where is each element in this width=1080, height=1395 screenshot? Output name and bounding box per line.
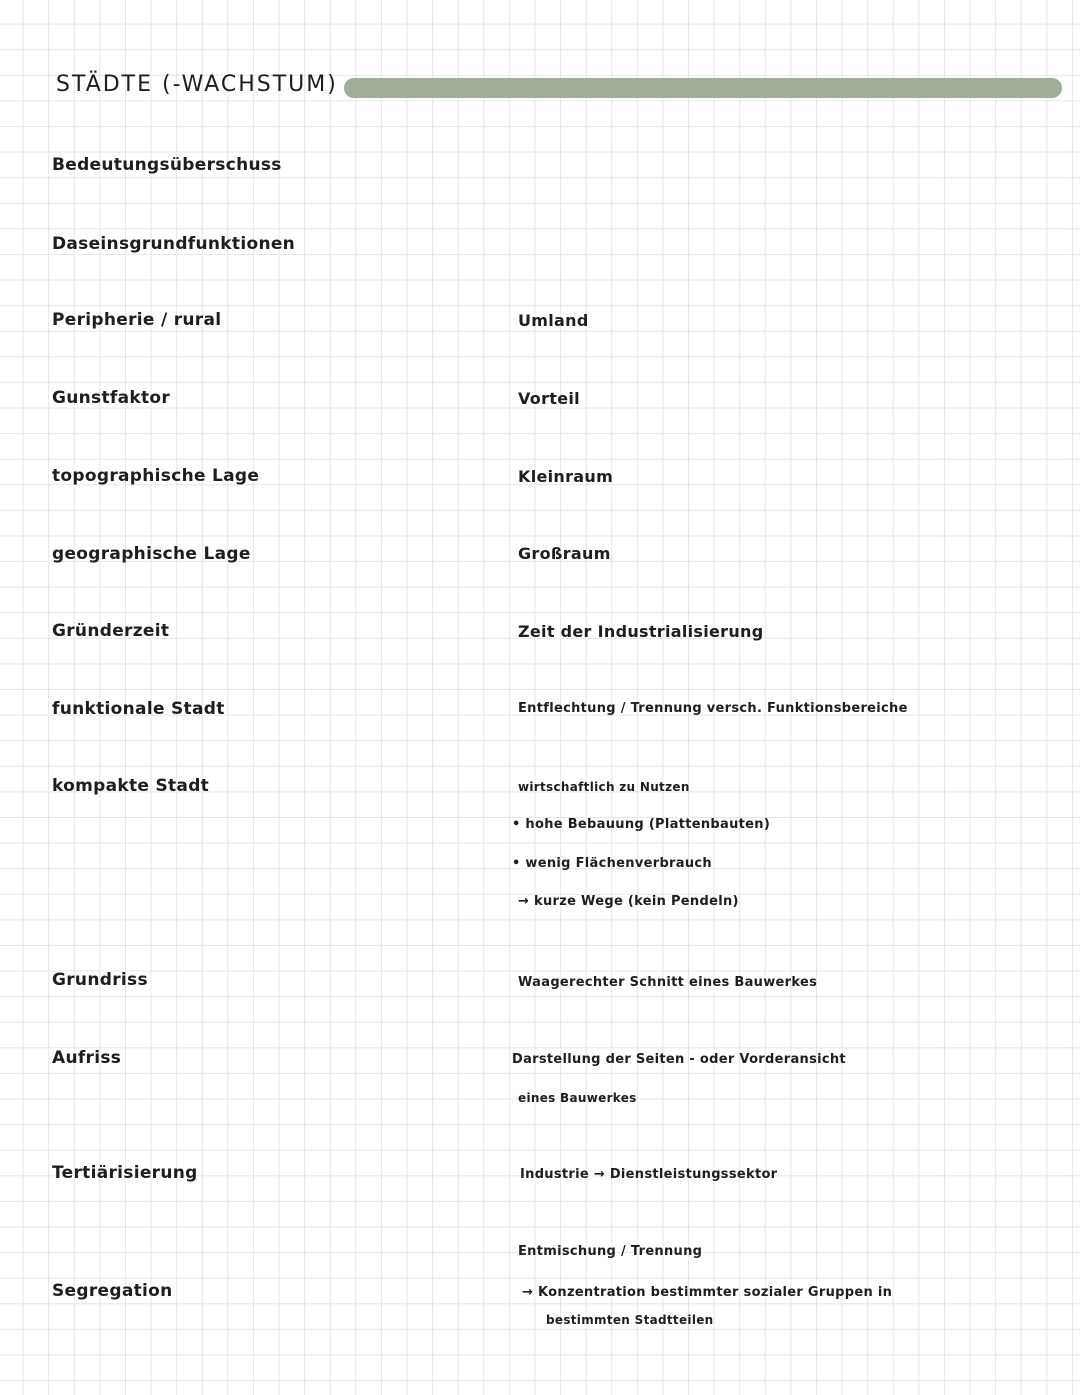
- definition-kompakte-stadt-line-4: → kurze Wege (kein Pendeln): [518, 894, 739, 909]
- definition-tertiaerisierung: Industrie → Dienstleistungssektor: [520, 1167, 778, 1182]
- definition-funktionale-stadt: Entflechtung / Trennung versch. Funktionsbereiche: [518, 701, 908, 716]
- definition-grundriss: Waagerechter Schnitt eines Bauwerkes: [518, 975, 818, 990]
- definition-segregation-line-1: Entmischung / Trennung: [518, 1244, 703, 1259]
- page-title: STÄDTE (-WACHSTUM): [56, 72, 338, 97]
- definition-geographische-lage: Großraum: [518, 544, 611, 563]
- definition-aufriss-line-1: Darstellung der Seiten - oder Vorderansicht: [512, 1052, 846, 1067]
- term-daseinsgrundfunktionen: Daseinsgrundfunktionen: [52, 234, 296, 254]
- term-tertiaerisierung: Tertiärisierung: [52, 1163, 198, 1183]
- term-segregation: Segregation: [52, 1281, 173, 1301]
- definition-segregation-line-3: bestimmten Stadtteilen: [546, 1313, 714, 1327]
- definition-kompakte-stadt-line-3: • wenig Flächenverbrauch: [512, 856, 712, 871]
- term-gunstfaktor: Gunstfaktor: [52, 388, 171, 408]
- term-gruenderzeit: Gründerzeit: [52, 621, 170, 641]
- definition-segregation-line-2: → Konzentration bestimmter sozialer Gruppen in: [522, 1285, 893, 1300]
- definition-aufriss-line-2: eines Bauwerkes: [518, 1091, 637, 1105]
- definition-gunstfaktor: Vorteil: [518, 389, 580, 408]
- definition-kompakte-stadt-line-1: wirtschaftlich zu Nutzen: [518, 780, 690, 794]
- term-topographische-lage: topographische Lage: [52, 466, 260, 486]
- term-aufriss: Aufriss: [52, 1048, 122, 1068]
- definition-kompakte-stadt-line-2: • hohe Bebauung (Plattenbauten): [512, 817, 771, 832]
- definition-topographische-lage: Kleinraum: [518, 467, 614, 486]
- term-bedeutungsueberschuss: Bedeutungsüberschuss: [52, 155, 282, 175]
- term-peripherie: Peripherie / rural: [52, 310, 222, 330]
- title-underline-bar: [344, 78, 1062, 98]
- term-geographische-lage: geographische Lage: [52, 544, 251, 564]
- definition-peripherie: Umland: [518, 311, 589, 330]
- term-funktionale-stadt: funktionale Stadt: [52, 699, 225, 719]
- term-kompakte-stadt: kompakte Stadt: [52, 776, 210, 796]
- term-grundriss: Grundriss: [52, 970, 148, 990]
- definition-gruenderzeit: Zeit der Industrialisierung: [518, 622, 764, 641]
